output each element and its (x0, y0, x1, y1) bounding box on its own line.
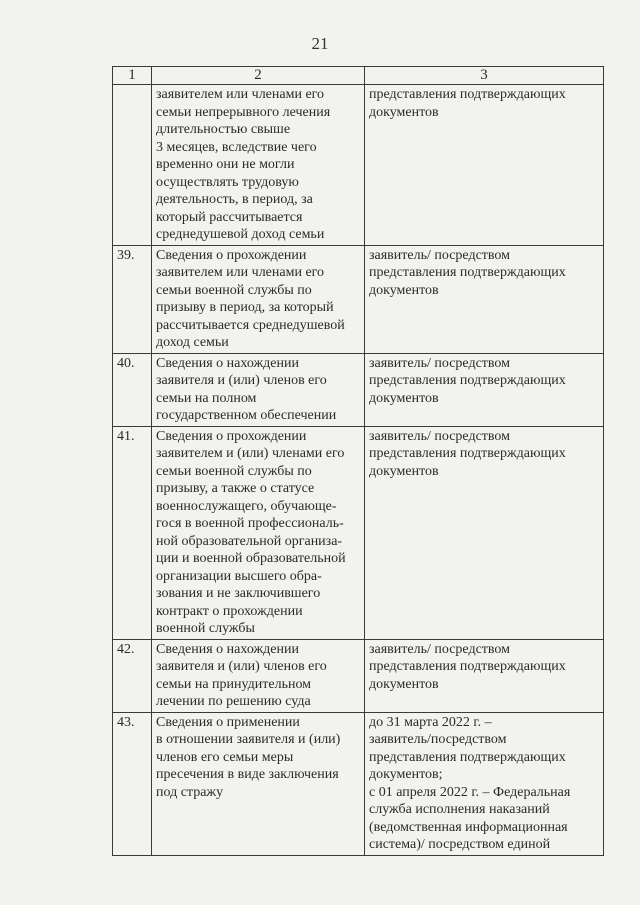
row-number (113, 85, 152, 246)
info-cell: Сведения о нахождении заявителя и (или) членов его семьи на принудительном лечении по решению суда (152, 639, 365, 712)
source-cell: заявитель/ посредством представления подтверждающих документов (365, 245, 604, 353)
info-cell: Сведения о нахождении заявителя и (или) членов его семьи на полном государственном обеспечении (152, 353, 365, 426)
column-header-3: 3 (365, 67, 604, 85)
info-cell: Сведения о применении в отношении заявителя и (или) членов его семьи меры пресечения в виде заключения под стражу (152, 712, 365, 855)
row-number: 42. (113, 639, 152, 712)
table-header-row (113, 67, 604, 85)
row-number: 43. (113, 712, 152, 855)
row-number: 41. (113, 426, 152, 639)
source-cell: представления подтверждающих документов (365, 85, 604, 246)
column-header-2: 2 (152, 67, 365, 85)
source-cell: до 31 марта 2022 г. – заявитель/посредством представления подтверждающих документов; с 01 апреля 2022 г. – Федеральная служба исполнения наказаний (ведомственная информационная система)/ посредством единой (365, 712, 604, 855)
column-header-1: 1 (113, 67, 152, 85)
info-cell: Сведения о прохождении заявителем или членами его семьи военной службы по призыву в период, за который рассчитывается среднедушевой доход семьи (152, 245, 365, 353)
info-cell: заявителем или членами его семьи непрерывного лечения длительностью свыше 3 месяцев, вследствие чего временно они не могли осуществлять трудовую деятельность, в период, за который рассчитывается среднедушевой доход семьи (152, 85, 365, 246)
table-row (113, 426, 604, 639)
document-table (112, 66, 604, 856)
source-cell: заявитель/ посредством представления подтверждающих документов (365, 353, 604, 426)
table-row (113, 245, 604, 353)
table-row (113, 712, 604, 855)
row-number: 39. (113, 245, 152, 353)
row-number: 40. (113, 353, 152, 426)
info-cell: Сведения о прохождении заявителем и (или) членами его семьи военной службы по призыву, а также о статусе военнослужащего, обучающе- гося в военной профессиональ- ной образовательной организа- ции и военной образовательной организации высшего обра- зования и не заключившего контракт о прохождении военной службы (152, 426, 365, 639)
table-row (113, 639, 604, 712)
source-cell: заявитель/ посредством представления подтверждающих документов (365, 426, 604, 639)
page-number: 21 (311, 34, 329, 53)
source-cell: заявитель/ посредством представления подтверждающих документов (365, 639, 604, 712)
table-row (113, 85, 604, 246)
table-row (113, 353, 604, 426)
